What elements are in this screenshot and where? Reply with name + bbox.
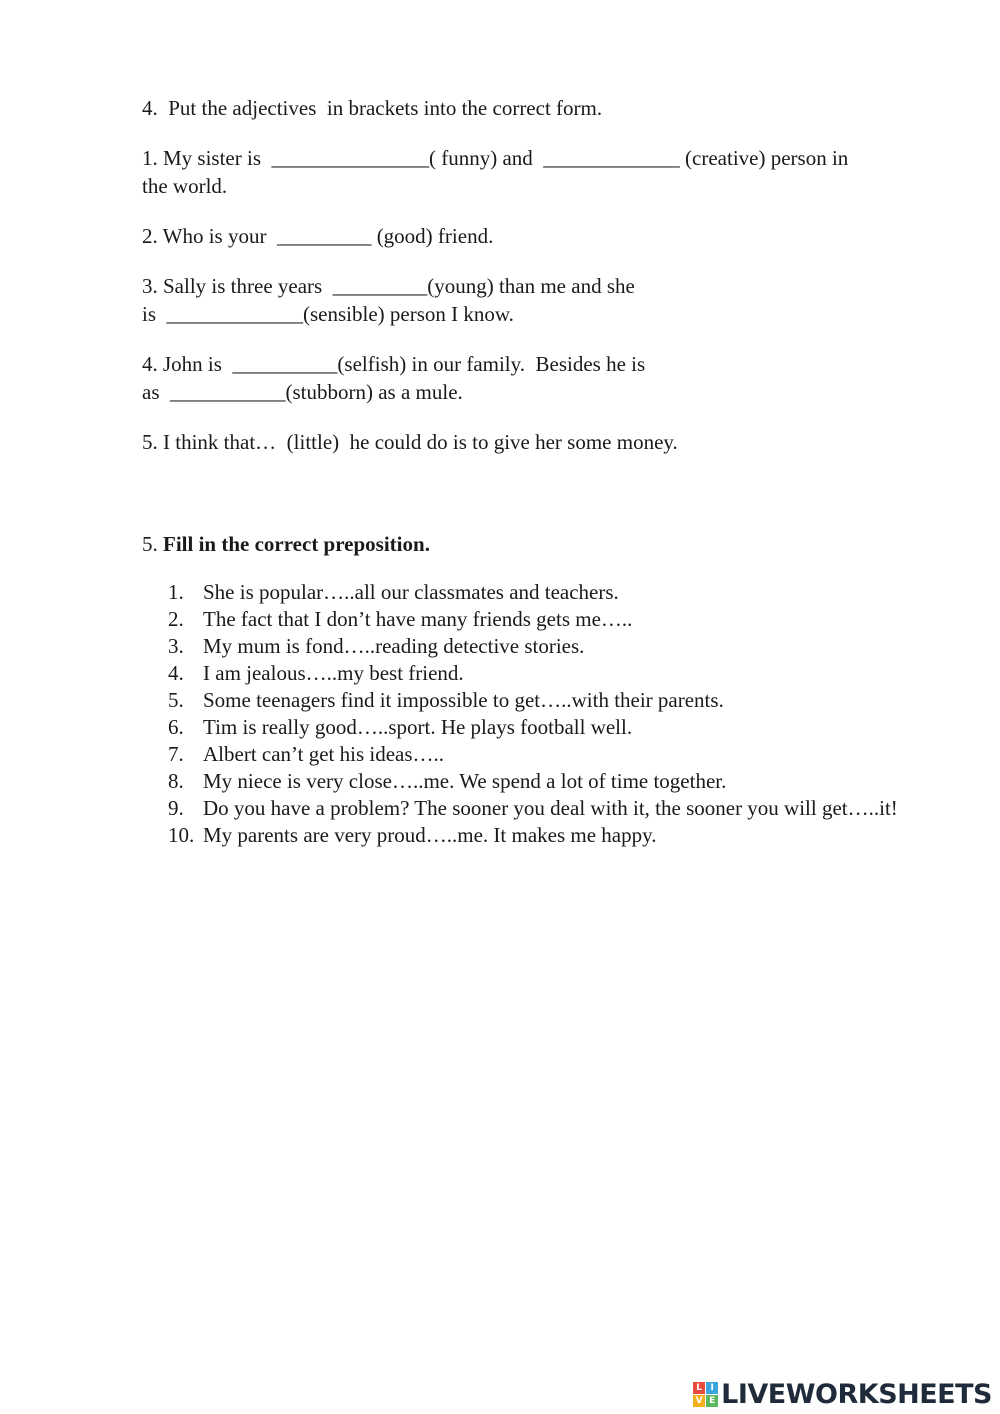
list-item-number: 5.: [168, 688, 184, 712]
list-item-number: 3.: [168, 634, 184, 658]
logo-text: LIVEWORKSHEETS: [721, 1378, 992, 1410]
section4-item-4-line-1: 4. John is __________(selfish) in our family. Besides he is: [142, 352, 646, 376]
list-item: [168, 633, 898, 660]
list-item-text: Some teenagers find it impossible to get…..with their parents.: [203, 688, 724, 712]
logo-icon-letter: I: [706, 1382, 718, 1394]
list-item: [168, 822, 898, 849]
preposition-list: [168, 579, 898, 849]
logo-icon: [693, 1382, 718, 1407]
section4-heading: 4. Put the adjectives in brackets into the correct form.: [142, 96, 603, 120]
section4-item-4-line-2: as ___________(stubborn) as a mule.: [142, 380, 463, 404]
section4-item-1-line-2: the world.: [142, 174, 228, 198]
list-item: [168, 768, 898, 795]
section4-item-3-line-1: 3. Sally is three years _________(young) than me and she: [142, 274, 635, 298]
liveworksheets-logo[interactable]: [693, 1378, 992, 1410]
list-item-number: 6.: [168, 715, 184, 739]
list-item-number: 2.: [168, 607, 184, 631]
section4-item-2: 2. Who is your _________ (good) friend.: [142, 224, 494, 248]
list-item: [168, 795, 898, 822]
list-item: [168, 714, 898, 741]
list-item-text: My parents are very proud…..me. It makes me happy.: [203, 823, 657, 847]
list-item: [168, 606, 898, 633]
section5-number: 5.: [142, 532, 158, 556]
list-item-text: Do you have a problem? The sooner you deal with it, the sooner you will get…..it!: [203, 796, 898, 820]
list-item-number: 9.: [168, 796, 184, 820]
list-item-text: Tim is really good…..sport. He plays football well.: [203, 715, 633, 739]
list-item-text: I am jealous…..my best friend.: [203, 661, 464, 685]
logo-icon-letter: E: [706, 1395, 718, 1407]
section5-title: Fill in the correct preposition.: [163, 532, 430, 556]
section4-item-5: 5. I think that… (little) he could do is to give her some money.: [142, 430, 678, 454]
list-item-text: She is popular…..all our classmates and teachers.: [203, 580, 619, 604]
list-item-text: The fact that I don’t have many friends gets me…..: [203, 607, 633, 631]
list-item: [168, 687, 898, 714]
list-item-number: 1.: [168, 580, 184, 604]
list-item: [168, 579, 898, 606]
list-item: [168, 660, 898, 687]
list-item-number: 4.: [168, 661, 184, 685]
section4-item-3-line-2: is _____________(sensible) person I know.: [142, 302, 514, 326]
section5-heading: [142, 530, 430, 558]
list-item: [168, 741, 898, 768]
list-item-text: My mum is fond…..reading detective stories.: [203, 634, 585, 658]
list-item-number: 10.: [168, 823, 195, 847]
section4-item-1-line-1: 1. My sister is _______________( funny) and _____________ (creative) person in: [142, 146, 849, 170]
list-item-text: My niece is very close…..me. We spend a lot of time together.: [203, 769, 727, 793]
list-item-text: Albert can’t get his ideas…..: [203, 742, 445, 766]
logo-icon-letter: L: [693, 1382, 705, 1394]
list-item-number: 8.: [168, 769, 184, 793]
list-item-number: 7.: [168, 742, 184, 766]
logo-icon-letter: V: [693, 1395, 705, 1407]
